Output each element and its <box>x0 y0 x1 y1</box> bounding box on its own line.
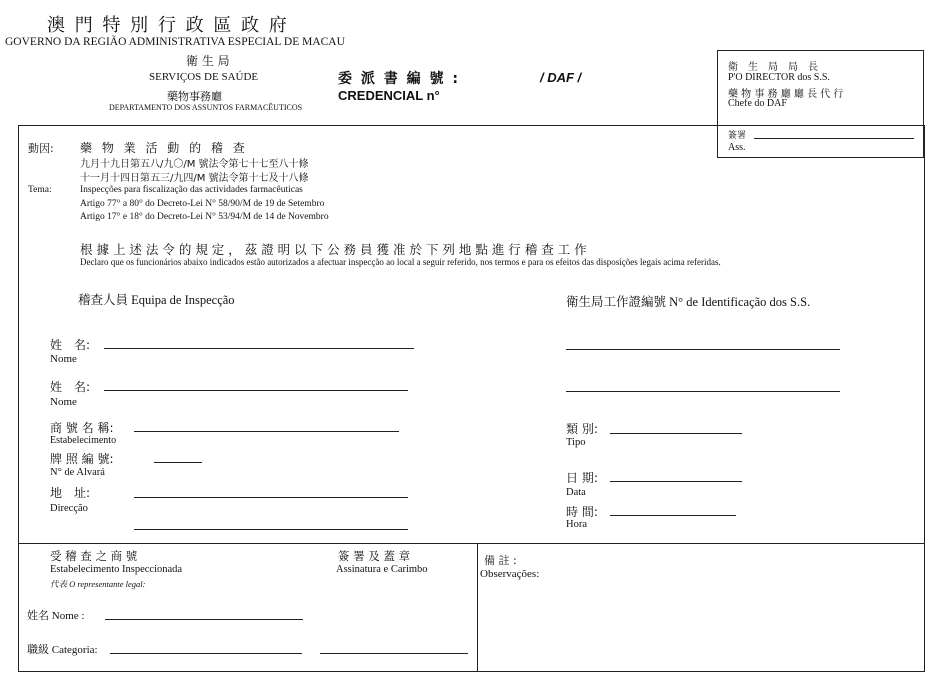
credential-number-zh: 委 派 書 編 號 : <box>338 71 460 87</box>
establishment-name-label-pt: Estabelecimento <box>50 435 117 446</box>
subject-label-pt: Tema: <box>28 185 52 195</box>
inspector2-name-label-pt: Nome <box>50 396 77 408</box>
licence-number-field[interactable] <box>154 462 202 463</box>
establishment-name-label-zh: 商 號 名 稱: <box>50 421 114 435</box>
pharmacy-division-zh: 藥物事務廳 <box>167 90 222 103</box>
inspected-establishment-pt: Estabelecimento Inspeccionada <box>50 564 183 575</box>
representative-name-field[interactable] <box>105 619 303 620</box>
date-label-zh: 日 期: <box>566 471 598 485</box>
time-label-zh: 時 間: <box>566 505 598 519</box>
observations-field[interactable] <box>480 585 920 667</box>
inspector1-name-label-zh: 姓 名: <box>50 338 91 352</box>
director-title-pt: P'O DIRECTOR dos S.S. <box>728 72 830 83</box>
subject-decree2-pt: Artigo 17° e 18° do Decreto-Lei N° 53/94/M de 14 de Novembro <box>80 212 329 222</box>
director-sign-zh: 簽署 <box>728 131 747 141</box>
footer-divider <box>18 543 924 544</box>
type-label-pt: Tipo <box>566 437 586 448</box>
daf-chief-pt: Chefe do DAF <box>728 98 787 109</box>
subject-title-pt: Inspecções para fiscalização das actividades farmacêuticas <box>80 185 303 195</box>
address-field-line2[interactable] <box>134 529 408 530</box>
address-label-pt: Direcção <box>50 503 88 514</box>
government-title-zh: 澳 門 特 別 行 政 區 政 府 <box>47 15 289 36</box>
inspection-team-heading: 稽查人員 Equipa de Inspecção <box>78 293 235 307</box>
subject-label-zh: 動因: <box>28 142 54 155</box>
government-title-pt: GOVERNO DA REGIÃO ADMINISTRATIVA ESPECIAL DE MACAU <box>5 36 345 48</box>
establishment-name-field[interactable] <box>134 431 399 432</box>
observations-label-pt: Observações: <box>480 568 540 580</box>
declaration-zh: 根 據 上 述 法 令 的 規 定 ， 茲 證 明 以 下 公 務 員 獲 准 於 下 列 地 點 進 行 稽 查 工 作 <box>80 242 587 257</box>
inspector1-name-field[interactable] <box>104 348 414 349</box>
department-zh: 衛 生 局 <box>186 54 230 68</box>
inspector2-name-label-zh: 姓 名: <box>50 380 91 394</box>
type-label-zh: 類 別: <box>566 422 598 436</box>
subject-title-zh: 藥 物 業 活 動 的 稽 查 <box>80 141 248 155</box>
director-title-zh: 衛 生 局 局 長 <box>728 62 818 73</box>
inspector2-id-field[interactable] <box>566 391 840 392</box>
address-label-zh: 地 址: <box>50 486 91 500</box>
date-label-pt: Data <box>566 487 586 498</box>
representative-name-label: 姓名 Nome : <box>27 610 85 622</box>
observations-label-zh: 備 註 : <box>484 554 517 567</box>
declaration-pt: Declaro que os funcionários abaixo indicados estão autorizados a afectuar inspecção ao local a seguir referido, nos termos e para os efeitos das disposições legais acima referidas. <box>80 257 721 267</box>
address-field-line1[interactable] <box>134 497 408 498</box>
inspector1-name-label-pt: Nome <box>50 353 77 365</box>
signature-seal-zh: 簽 署 及 蓋 章 <box>338 549 411 563</box>
pharmacy-division-pt: DEPARTAMENTO DOS ASSUNTOS FARMACÊUTICOS <box>109 103 303 112</box>
subject-decree1-zh: 九月十九日第五八/九〇/M 號法令第七十七至八十條 <box>80 159 309 170</box>
representative-category-field[interactable] <box>110 653 302 654</box>
legal-representative-label: 代表 O representante legal: <box>50 579 146 589</box>
daf-chief-zh: 藥 物 事 務 廳 廳 長 代 行 <box>728 89 844 100</box>
time-label-pt: Hora <box>566 519 587 530</box>
date-field[interactable] <box>610 481 742 482</box>
signature-seal-pt: Assinatura e Carimbo <box>336 564 428 575</box>
credential-number-pt: CREDENCIAL n° <box>338 88 440 103</box>
id-number-heading: 衛生局工作證編號 N° de Identificação dos S.S. <box>566 295 811 309</box>
time-field[interactable] <box>610 515 736 516</box>
representative-category-label: 職級 Categoria: <box>27 644 98 656</box>
credential-daf: / DAF / <box>540 70 582 85</box>
director-sign-pt: Ass. <box>728 142 746 153</box>
subject-decree1-pt: Artigo 77° a 80° do Decreto-Lei N° 58/90/M de 19 de Setembro <box>80 199 325 209</box>
department-pt: SERVIÇOS DE SAÚDE <box>149 71 259 83</box>
inspected-establishment-zh: 受 稽 查 之 商 號 <box>50 549 138 563</box>
observations-divider <box>477 543 478 671</box>
licence-number-label-pt: N° de Alvará <box>50 467 105 478</box>
subject-decree2-zh: 十一月十四日第五三/九四/M 號法令第十七及十八條 <box>80 173 309 184</box>
licence-number-label-zh: 牌 照 編 號: <box>50 452 114 466</box>
signature-seal-field[interactable] <box>320 653 468 654</box>
inspector2-name-field[interactable] <box>104 390 408 391</box>
inspector1-id-field[interactable] <box>566 349 840 350</box>
type-field[interactable] <box>610 433 742 434</box>
